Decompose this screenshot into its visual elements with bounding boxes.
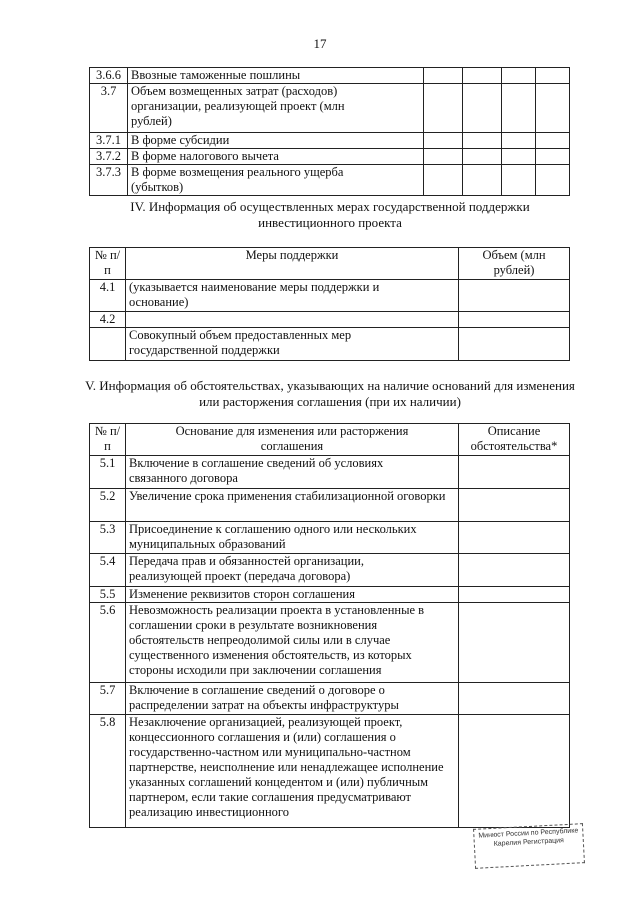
row-number: 5.8 [90, 715, 126, 828]
column-header-measures: Меры поддержки [126, 248, 459, 280]
section-4-heading: IV. Информация об осуществленных мерах государственной поддержки инвестиционного проекта [130, 199, 530, 230]
row-number: 5.7 [90, 683, 126, 715]
row-text [126, 312, 459, 328]
column-header-number: № п/п [90, 248, 126, 280]
support-measures-table [89, 247, 570, 361]
table-continuation [89, 67, 570, 196]
table-row [90, 489, 570, 522]
row-number: 4.2 [90, 312, 126, 328]
table-row [90, 312, 570, 328]
table-row [90, 280, 570, 312]
row-number: 5.1 [90, 456, 126, 489]
page-number: 17 [313, 36, 327, 51]
row-number: 5.5 [90, 587, 126, 603]
table-row [90, 683, 570, 715]
row-text: Ввозные таможенные пошлины [128, 68, 424, 84]
row-number: 5.6 [90, 603, 126, 683]
row-number: 3.7 [90, 84, 128, 133]
column-header-basis: Основание для изменения или расторжения соглашения [126, 424, 459, 456]
row-number: 3.7.1 [90, 133, 128, 149]
table-row [90, 603, 570, 683]
row-number: 5.2 [90, 489, 126, 522]
row-number: 5.4 [90, 554, 126, 587]
row-text: Изменение реквизитов сторон соглашения [126, 587, 459, 603]
row-text: В форме субсидии [128, 133, 424, 149]
row-number [90, 328, 126, 361]
row-text: Незаключение организацией, реализующей проект, концессионного соглашения и (или) соглашения о государственно-частном или муниципально-частном партнерстве, неисполнение или ненадлежащее исполнение указанных соглашений концедентом и (или) публичным партнером, если такие соглашения предусматривают реализацию инвестиционного [126, 715, 459, 828]
table-row [90, 133, 570, 149]
row-text: Невозможность реализации проекта в установленные в соглашении сроки в результате возникновения обстоятельств непреодолимой силы или в случае существенного изменения обстоятельств, из которых стороны исходили при заключении соглашения [126, 603, 459, 683]
registration-stamp: Минюст России по Республике Карелия Регистрация [473, 823, 585, 869]
row-text: (указывается наименование меры поддержки и основание) [126, 280, 459, 312]
table-row [90, 84, 570, 133]
row-number: 5.3 [90, 522, 126, 554]
row-text: Объем возмещенных затрат (расходов) организации, реализующей проект (млн рублей) [128, 84, 424, 133]
table-row [90, 328, 570, 361]
row-text: Совокупный объем предоставленных мер государственной поддержки [126, 328, 459, 361]
row-text: В форме налогового вычета [128, 149, 424, 165]
column-header-number: № п/п [90, 424, 126, 456]
row-number: 3.6.6 [90, 68, 128, 84]
column-header-volume: Объем (млн рублей) [459, 248, 570, 280]
table-row [90, 456, 570, 489]
section-5-heading: V. Информация об обстоятельствах, указывающих на наличие оснований для изменения или расторжения соглашения (при их наличии) [85, 378, 575, 409]
table-row [90, 165, 570, 196]
row-text: Включение в соглашение сведений об условиях связанного договора [126, 456, 459, 489]
table-header-row [90, 424, 570, 456]
row-text: Передача прав и обязанностей организации, реализующей проект (передача договора) [126, 554, 459, 587]
table-row [90, 68, 570, 84]
row-number: 3.7.2 [90, 149, 128, 165]
row-text: Увеличение срока применения стабилизационной оговорки [126, 489, 459, 522]
row-text: Включение в соглашение сведений о договоре о распределении затрат на объекты инфраструктуры [126, 683, 459, 715]
table-row [90, 149, 570, 165]
row-text: В форме возмещения реального ущерба (убытков) [128, 165, 424, 196]
row-number: 3.7.3 [90, 165, 128, 196]
table-row [90, 715, 570, 828]
column-header-description: Описание обстоятельства* [459, 424, 570, 456]
table-row [90, 522, 570, 554]
row-number: 4.1 [90, 280, 126, 312]
table-row [90, 554, 570, 587]
table-header-row [90, 248, 570, 280]
circumstances-table [89, 423, 570, 828]
row-text: Присоединение к соглашению одного или нескольких муниципальных образований [126, 522, 459, 554]
table-row [90, 587, 570, 603]
